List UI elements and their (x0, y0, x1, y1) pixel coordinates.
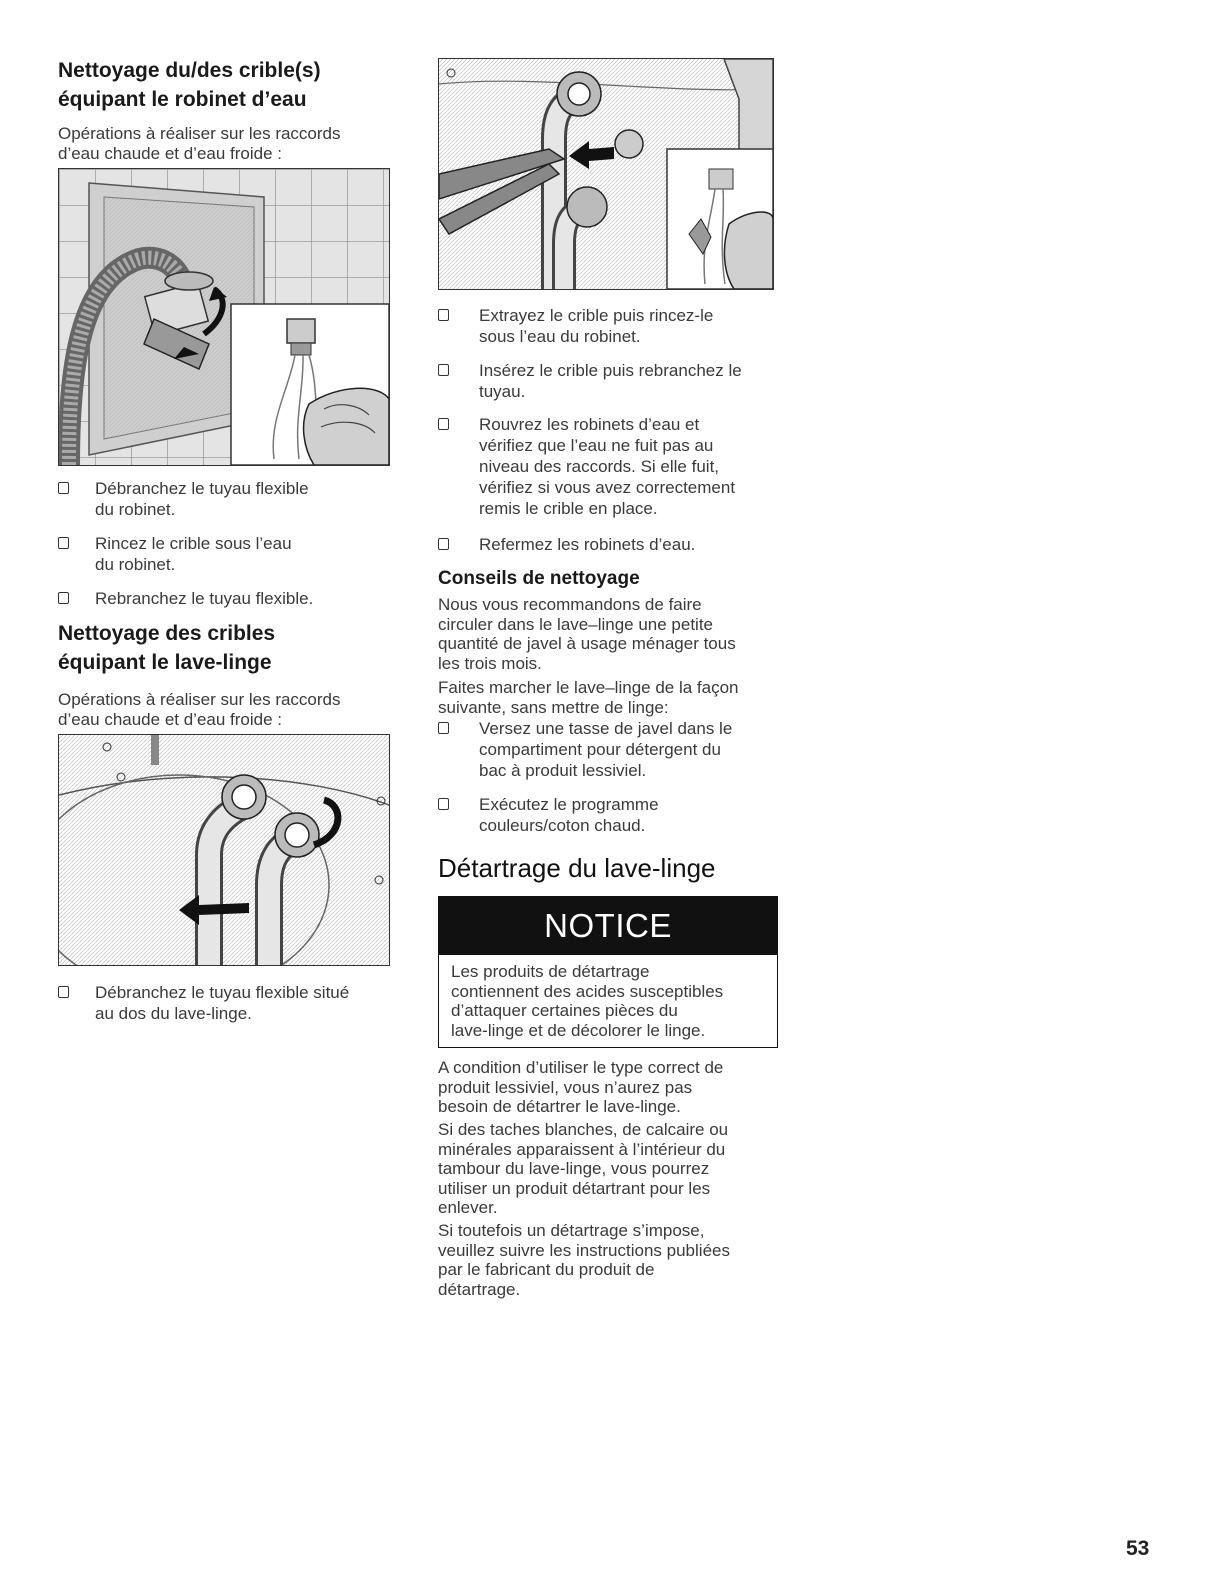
checkbox-icon (438, 538, 449, 550)
notice-label: NOTICE (439, 897, 777, 955)
illustration-screen-removal (438, 58, 774, 290)
checkbox-icon (438, 364, 449, 376)
step-text: Débranchez le tuyau flexible du robinet. (95, 479, 309, 519)
section-intro-machine: Opérations à réaliser sur les raccords d’eau chaude et d’eau froide : (58, 690, 341, 729)
notice-text: Les produits de détartrage contiennent des acides susceptibles d’attaquer certaines pièces du lave-linge et de décolorer le linge. (451, 962, 724, 1040)
step-text: Insérez le crible puis rebranchez le tuyau. (479, 361, 742, 401)
step-text: Refermez les robinets d’eau. (479, 535, 696, 554)
descaling-paragraph: A condition d’utiliser le type correct de produit lessiviel, vous n’aurez pas besoin de détartrer le lave-linge. (438, 1058, 724, 1116)
step-text: Exécutez le programme couleurs/coton chaud. (479, 795, 659, 835)
step-text: Versez une tasse de javel dans le compartiment pour détergent du bac à produit lessiviel. (479, 719, 733, 780)
checkbox-icon (438, 722, 449, 734)
step-item (438, 414, 778, 519)
illustration-tap-screen (58, 168, 390, 466)
checkbox-icon (438, 798, 449, 810)
step-text: Débranchez le tuyau flexible situé au dos du lave-linge. (95, 983, 350, 1023)
checkbox-icon (58, 592, 69, 604)
step-item (438, 534, 778, 555)
checkbox-icon (438, 309, 449, 321)
checkbox-icon (58, 537, 69, 549)
illustration-machine-hoses (58, 734, 390, 966)
step-text: Extrayez le crible puis rincez-le sous l’eau du robinet. (479, 306, 714, 346)
page-number: 53 (1126, 1537, 1150, 1560)
section-intro-tap: Opérations à réaliser sur les raccords d’eau chaude et d’eau froide : (58, 124, 341, 163)
checkbox-icon (58, 986, 69, 998)
tips-title: Conseils de nettoyage (438, 568, 640, 589)
step-text: Rebranchez le tuyau flexible. (95, 589, 314, 608)
descaling-paragraph: Si toutefois un détartrage s’impose, veuillez suivre les instructions publiées par le fabricant du produit de détartrage. (438, 1221, 730, 1299)
step-item (58, 533, 388, 575)
descaling-paragraph: Si des taches blanches, de calcaire ou minérales apparaissent à l’intérieur du tambour du lave-linge, vous pourrez utiliser un produit détartrant pour les enlever. (438, 1120, 729, 1217)
section-title-tap-screens: Nettoyage du/des crible(s) équipant le robinet d’eau (58, 59, 321, 111)
step-item (438, 305, 778, 347)
checkbox-icon (438, 418, 449, 430)
notice-box (438, 896, 778, 1048)
tips-paragraph: Nous vous recommandons de faire circuler dans le lave–linge une petite quantité de javel à usage ménager tous les trois mois. (438, 595, 736, 673)
step-item (58, 588, 388, 609)
step-text: Rouvrez les robinets d’eau et vérifiez que l’eau ne fuit pas au niveau des raccords. Si elle fuit, vérifiez si vous avez correctement remis le crible en place. (479, 415, 736, 518)
section-title-machine-screens: Nettoyage des cribles équipant le lave-linge (58, 622, 276, 674)
step-item (58, 478, 388, 520)
tips-paragraph: Faites marcher le lave–linge de la façon suivante, sans mettre de linge: (438, 678, 739, 717)
step-item (58, 982, 398, 1024)
checkbox-icon (58, 482, 69, 494)
step-item (438, 718, 778, 781)
step-text: Rincez le crible sous l’eau du robinet. (95, 534, 292, 574)
descaling-title: Détartrage du lave-linge (438, 853, 716, 883)
step-item (438, 360, 778, 402)
step-item (438, 794, 778, 836)
